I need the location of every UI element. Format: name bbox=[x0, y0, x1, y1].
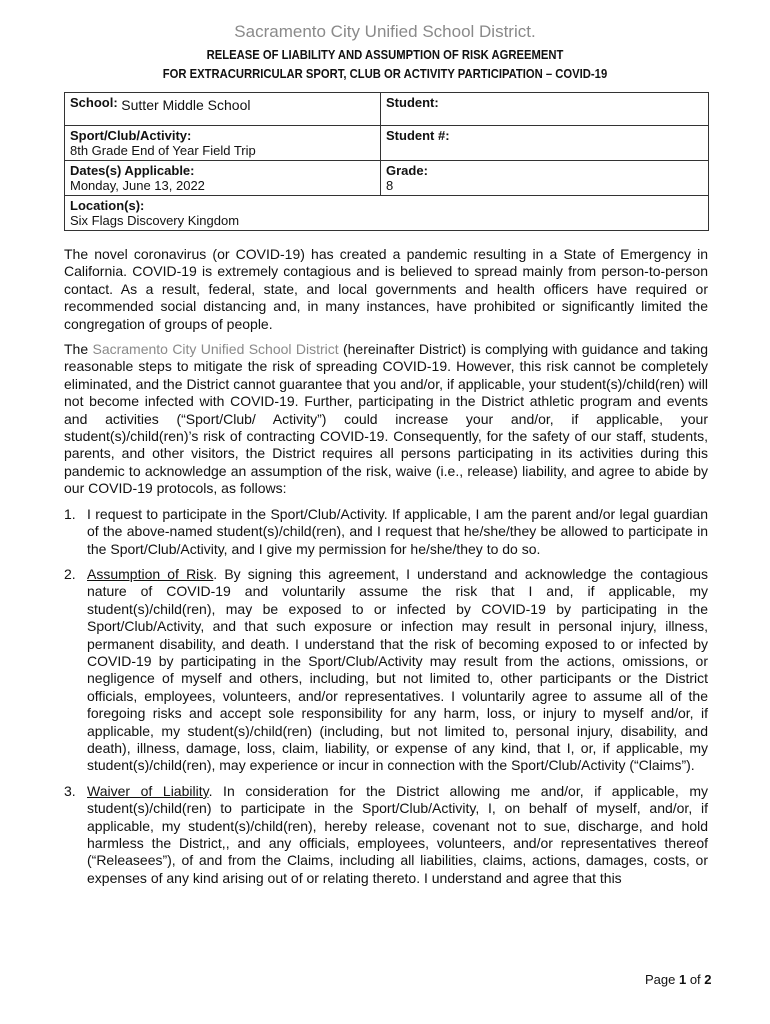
grade-label: Grade: bbox=[386, 163, 428, 178]
district-paragraph bbox=[64, 341, 708, 498]
text: Page bbox=[645, 972, 679, 987]
location-value: Six Flags Discovery Kingdom bbox=[70, 213, 240, 228]
district-name: Sacramento City Unified School District. bbox=[234, 22, 536, 41]
item-heading: Waiver of Liability bbox=[87, 782, 209, 799]
school-value: Sutter Middle School bbox=[121, 97, 251, 113]
item-number: 3. bbox=[64, 782, 76, 799]
document-subtitle: FOR EXTRACURRICULAR SPORT, CLUB OR ACTIVITY PARTICIPATION – COVID-19 bbox=[162, 67, 608, 81]
location-label: Location(s): bbox=[70, 198, 145, 213]
student-number-cell bbox=[381, 126, 709, 161]
activity-label: Sport/Club/Activity: bbox=[70, 128, 192, 143]
terms-list bbox=[64, 506, 708, 888]
list-item bbox=[64, 506, 708, 558]
item-text: I request to participate in the Sport/Club/Activity. If applicable, I am the parent and/or legal guardian of the above-named student(s)/child(ren), and I request that he/she/they be allowed to participate in the Sport/Club/Activity, and I give my permission for he/she/they to do so. bbox=[87, 505, 708, 557]
item-text: . By signing this agreement, I understand and acknowledge the contagious nature of COVID-19 and voluntarily assume the risk that I and, if applicable, my student(s)/child(ren), may be exposed to or infected by COVID-19 by participating in the Sport/Club/Activity, and that such exposure or infection may result in personal injury, illness, permanent disability, and death. I understand that the risk of becoming exposed to or infected by COVID-19 by participating in the Sport/Club/Activity may result from the actions, omissions, or negligence of myself and others, including, but not limited to, other participants or the District officials, employees, volunteers, and/or representatives. I voluntarily agree to assume all of the foregoing risks and accept sole responsibility for any harm, loss, or injury to myself and/or, if applicable, my student(s)/child(ren) (including, but not limited to, personal injury, disability, and death), illness, damage, loss, claim, liability, or expense of any kind, that I, or, if applicable, my student(s)/child(ren), may experience or incur in connection with the Sport/Club/Activity (“Claims”). bbox=[87, 565, 708, 774]
school-cell bbox=[65, 93, 381, 126]
current-page: 1 bbox=[678, 972, 687, 987]
item-text: . In consideration for the District allowing me and/or, if applicable, my student(s)/child(ren) to participate in the Sport/Club/Activity, I, on behalf of myself, and/or, if applicable, my student(s)/child(ren), hereby release, covenant not to sue, discharge, and hold harmless the District,, and any officials, employees, volunteers, and/or representatives thereof (“Releasees”), of and from the Claims, including all liabilities, claims, actions, damages, costs, or expenses of any kind arising out of or relating thereto. I understand and agree that this bbox=[87, 782, 708, 886]
document-title: RELEASE OF LIABILITY AND ASSUMPTION OF RISK AGREEMENT bbox=[206, 48, 564, 62]
dates-cell bbox=[65, 161, 381, 196]
participant-info-table bbox=[64, 92, 709, 231]
page-number bbox=[645, 972, 712, 987]
grade-value: 8 bbox=[386, 178, 394, 193]
agreement-body bbox=[64, 246, 708, 895]
item-heading: Assumption of Risk bbox=[87, 565, 214, 582]
activity-value: 8th Grade End of Year Field Trip bbox=[70, 143, 256, 158]
total-pages: 2 bbox=[704, 972, 712, 987]
location-cell bbox=[65, 196, 709, 231]
grade-cell bbox=[381, 161, 709, 196]
list-item bbox=[64, 783, 708, 887]
dates-label: Dates(s) Applicable: bbox=[70, 163, 195, 178]
item-number: 2. bbox=[64, 565, 76, 582]
text: The bbox=[64, 341, 93, 358]
intro-paragraph: The novel coronavirus (or COVID-19) has created a pandemic resulting in a State of Emergency in California. COVID-19 is extremely contagious and is believed to spread mainly from person-to-person contact. As a result, federal, state, and local governments and health officers have required or recommended social distancing and, in many instances, have prohibited or significantly limited the congregation of groups of people. bbox=[64, 246, 708, 332]
district-name-inline: Sacramento City Unified School District bbox=[92, 341, 339, 358]
school-label: School: bbox=[70, 95, 118, 110]
student-number-label: Student #: bbox=[386, 128, 450, 143]
text: of bbox=[686, 972, 705, 987]
activity-cell bbox=[65, 126, 381, 161]
text: (hereinafter District) is complying with guidance and taking reasonable steps to mitigate the risk of spreading COVID-19. However, this risk cannot be completely eliminated, and the District cannot guarantee that you and/or, if applicable, your student(s)/child(ren) will not become infected with COVID-19. Further, participating in the District athletic program and events and activities (“Sport/Club/ Activity”) could increase your and/or, if applicable, your student(s)/child(ren)’s risk of contracting COVID-19. Consequently, for the safety of our staff, students, parents, and other visitors, the District requires all persons participating in its activities during this pandemic to acknowledge an assumption of the risk, waive (i.e., release) liability, and agree to abide by our COVID-19 protocols, as follows: bbox=[64, 341, 709, 497]
dates-value: Monday, June 13, 2022 bbox=[70, 178, 205, 193]
student-cell bbox=[381, 93, 709, 126]
student-label: Student: bbox=[386, 95, 439, 110]
item-number: 1. bbox=[64, 505, 76, 522]
list-item bbox=[64, 566, 708, 775]
